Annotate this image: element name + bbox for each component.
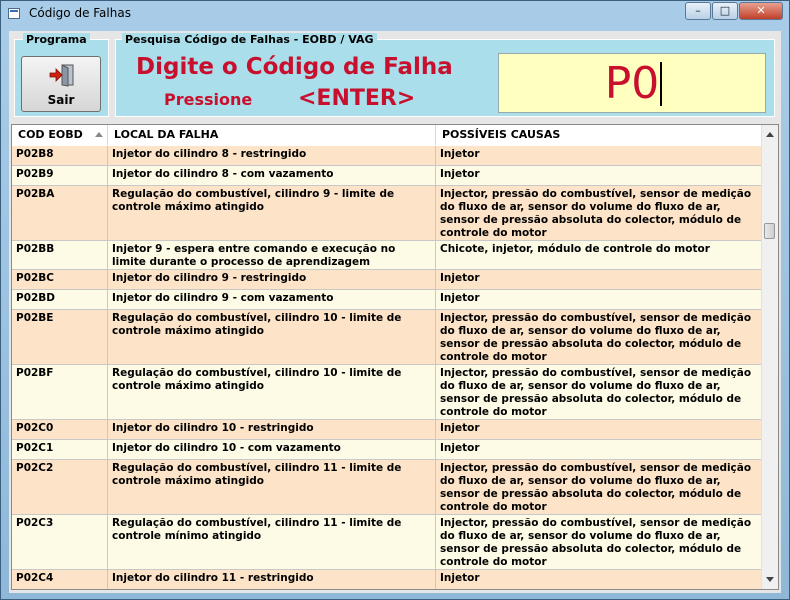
prompt-title: Digite o Código de Falha: [136, 54, 453, 80]
search-group-label: Pesquisa Código de Falhas - EOBD / VAG: [122, 33, 377, 46]
cell-causes[interactable]: Injector, pressão do combustível, sensor de medição do fluxo de ar, sensor do volume do fluxo de ar, sensor de pressão absoluta do colector, módulo de controle do motor: [440, 188, 752, 239]
cell-causes[interactable]: Injetor: [440, 572, 480, 584]
cell-causes[interactable]: Injetor: [440, 422, 480, 434]
cell-causes[interactable]: Injetor: [440, 292, 480, 304]
fault-code-grid[interactable]: [11, 124, 779, 590]
cell-causes[interactable]: Injetor: [440, 168, 480, 180]
cell-local[interactable]: Injetor do cilindro 9 - com vazamento: [108, 290, 436, 309]
cell-causes[interactable]: Injector, pressão do combustível, sensor de medição do fluxo de ar, sensor do volume do fluxo de ar, sensor de pressão absoluta do colector, módulo de controle do motor: [440, 312, 752, 363]
cell-causes[interactable]: Injector, pressão do combustível, sensor de medição do fluxo de ar, sensor do volume do fluxo de ar, sensor de pressão absoluta do colector, módulo de controle do motor: [440, 367, 752, 418]
fault-code-input[interactable]: [498, 53, 766, 113]
cell-causes[interactable]: Chicote, injetor, módulo de controle do motor: [440, 243, 710, 255]
search-group: [115, 33, 775, 117]
cell-causes[interactable]: Injector, pressão do combustível, sensor de medição do fluxo de ar, sensor do volume do fluxo de ar, sensor de pressão absoluta do colector, módulo de controle do motor: [440, 462, 752, 513]
cell-causes[interactable]: Injetor: [440, 148, 480, 160]
prompt-press: Pressione: [164, 90, 253, 109]
grid-body: [12, 146, 763, 590]
exit-button[interactable]: [21, 56, 101, 112]
cell-code[interactable]: P02BB: [12, 241, 108, 269]
table-row[interactable]: [12, 166, 763, 186]
cell-code[interactable]: P02BE: [12, 310, 108, 364]
vertical-scrollbar[interactable]: [761, 125, 778, 589]
table-row[interactable]: [12, 440, 763, 460]
cell-causes[interactable]: Injetor: [440, 272, 480, 284]
cell-local[interactable]: Injetor do cilindro 9 - restringido: [108, 270, 436, 289]
scroll-thumb[interactable]: [764, 223, 775, 239]
grid-header: [12, 125, 763, 147]
cell-local[interactable]: Regulação do combustível, cilindro 10 - limite de controle máximo atingido: [108, 310, 436, 364]
cell-local[interactable]: Regulação do combustível, cilindro 11 - limite de controle mínimo atingido: [108, 515, 436, 569]
cell-local[interactable]: Regulação do combustível, cilindro 11 - limite de controle máximo atingido: [108, 460, 436, 514]
cell-local[interactable]: Injetor do cilindro 8 - restringido: [108, 146, 436, 165]
cell-code[interactable]: P02C2: [12, 460, 108, 514]
header-possiveis-causas[interactable]: POSSÍVEIS CAUSAS: [442, 128, 561, 141]
sort-asc-icon: [95, 132, 103, 137]
window-controls: [684, 2, 783, 20]
table-row[interactable]: [12, 515, 763, 570]
cell-local[interactable]: Injetor 9 - espera entre comando e execução no limite durante o processo de aprendizagem: [108, 241, 436, 269]
cell-code[interactable]: P02C1: [12, 440, 108, 459]
header-local-falha[interactable]: LOCAL DA FALHA: [108, 125, 436, 145]
cell-local[interactable]: Injetor do cilindro 8 - com vazamento: [108, 166, 436, 185]
cell-local[interactable]: Injetor do cilindro 10 - com vazamento: [108, 440, 436, 459]
window-title: Código de Falhas: [29, 6, 131, 20]
cell-code[interactable]: P02B8: [12, 146, 108, 165]
cell-local[interactable]: Injetor do cilindro 11 - restringido: [108, 570, 436, 589]
scroll-down-arrow-icon[interactable]: [762, 571, 778, 587]
programa-group: [14, 33, 109, 117]
programa-group-label: Programa: [23, 33, 90, 46]
table-row[interactable]: [12, 460, 763, 515]
client-area: [9, 31, 781, 593]
text-caret: [660, 62, 662, 106]
table-row[interactable]: [12, 270, 763, 290]
cell-causes[interactable]: Injector, pressão do combustível, sensor de medição do fluxo de ar, sensor do volume do fluxo de ar, sensor de pressão absoluta do colector, módulo de controle do motor: [440, 517, 752, 568]
cell-code[interactable]: P02C3: [12, 515, 108, 569]
app-icon: [8, 8, 20, 19]
table-row[interactable]: [12, 570, 763, 590]
cell-code[interactable]: P02BC: [12, 270, 108, 289]
cell-local[interactable]: Injetor do cilindro 10 - restringido: [108, 420, 436, 439]
minimize-button[interactable]: –: [685, 2, 711, 20]
cell-code[interactable]: P02BF: [12, 365, 108, 419]
cell-code[interactable]: P02C0: [12, 420, 108, 439]
prompt-enter: <ENTER>: [298, 86, 416, 111]
cell-local[interactable]: Regulação do combustível, cilindro 9 - limite de controle máximo atingido: [108, 186, 436, 240]
table-row[interactable]: [12, 290, 763, 310]
exit-button-label: Sair: [47, 93, 75, 107]
maximize-button[interactable]: □: [712, 2, 738, 20]
table-row[interactable]: [12, 365, 763, 420]
exit-door-icon: [48, 63, 76, 87]
table-row[interactable]: [12, 186, 763, 241]
table-row[interactable]: [12, 241, 763, 270]
close-button[interactable]: ✕: [739, 2, 783, 20]
scroll-up-arrow-icon[interactable]: [762, 127, 778, 143]
cell-code[interactable]: P02C4: [12, 570, 108, 589]
cell-code[interactable]: P02B9: [12, 166, 108, 185]
title-bar[interactable]: [1, 1, 789, 27]
cell-code[interactable]: P02BA: [12, 186, 108, 240]
header-cod-eobd-label: COD EOBD: [18, 128, 83, 141]
cell-causes[interactable]: Injetor: [440, 442, 480, 454]
table-row[interactable]: [12, 310, 763, 365]
header-cod-eobd[interactable]: [12, 125, 108, 145]
table-row[interactable]: [12, 146, 763, 166]
cell-local[interactable]: Regulação do combustível, cilindro 10 - limite de controle máximo atingido: [108, 365, 436, 419]
table-row[interactable]: [12, 420, 763, 440]
cell-code[interactable]: P02BD: [12, 290, 108, 309]
